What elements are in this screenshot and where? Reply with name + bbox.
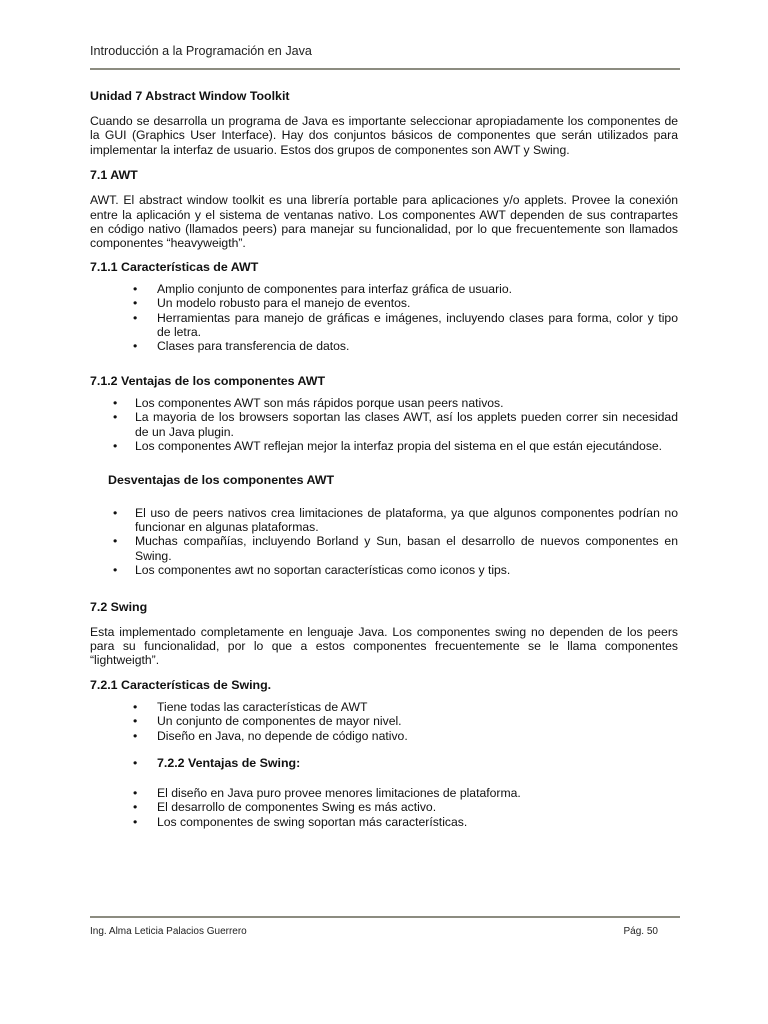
list-item-text: El diseño en Java puro provee menores limitaciones de plataforma. (157, 785, 521, 800)
section-7-1-2-title: 7.1.2 Ventajas de los componentes AWT (90, 373, 326, 388)
list-item (90, 714, 678, 728)
disadvantages-title: Desventajas de los componentes AWT (108, 472, 335, 487)
bullet-icon: • (113, 395, 118, 410)
list-item (90, 296, 678, 310)
list-item-text: Clases para transferencia de datos. (157, 339, 350, 354)
bullet-icon: • (113, 439, 118, 454)
list-item-text: Muchas compañías, incluyendo Borland y Sun, basan el desarrollo de nuevos componentes en Swing. (135, 534, 678, 563)
list-item-text: Los componentes AWT son más rápidos porque usan peers nativos. (135, 395, 504, 410)
list-item (90, 506, 678, 535)
list-item (90, 700, 678, 714)
bullet-icon: • (133, 814, 138, 829)
bullet-icon: • (133, 728, 138, 743)
bullet-icon: • (113, 534, 118, 549)
list-item-text: Tiene todas las características de AWT (157, 699, 368, 714)
list-item (90, 410, 678, 439)
list-item-text: La mayoria de los browsers soportan las clases AWT, así los applets pueden correr sin necesidad de un Java plugin. (135, 410, 678, 439)
section-7-2-2-title: 7.2.2 Ventajas de Swing: (157, 755, 301, 770)
bullet-icon: • (113, 410, 118, 425)
section-7-1-paragraph: AWT. El abstract window toolkit es una librería portable para aplicaciones y/o applets. Provee la conexión entre la aplicación y el sistema de ventanas nativo. Los componentes AWT dependen de sus contrapartes en código nativo (llamados peers) para manejar su funcionalidad, por lo que frecuentemente son llamados componentes “heavyweigth”. (90, 193, 678, 251)
list-item-text: Un modelo robusto para el manejo de eventos. (157, 296, 411, 311)
bullet-icon: • (133, 785, 138, 800)
unit-title: Unidad 7 Abstract Window Toolkit (90, 89, 290, 103)
bullet-icon: • (113, 563, 118, 578)
list-item-text: El uso de peers nativos crea limitaciones de plataforma, ya que algunos componentes podrían no funcionar en algunas plataformas. (135, 505, 678, 534)
list-item-text: Los componentes AWT reflejan mejor la interfaz propia del sistema en el que están ejecutándose. (135, 439, 663, 454)
list-item (90, 396, 678, 410)
page-number: Pág. 50 (623, 926, 658, 937)
list-item-text: Los componentes de swing soportan más características. (157, 814, 468, 829)
section-7-2-1-title: 7.2.1 Características de Swing. (90, 677, 272, 692)
swing-advantages-list (90, 786, 678, 829)
footer-author: Ing. Alma Leticia Palacios Guerrero (90, 926, 247, 937)
list-item-text: Amplio conjunto de componentes para interfaz gráfica de usuario. (157, 281, 513, 296)
bullet-icon: • (133, 755, 138, 770)
list-item (90, 311, 678, 340)
list-item-text: El desarrollo de componentes Swing es más activo. (157, 800, 437, 815)
list-item (90, 786, 678, 800)
list-item (90, 282, 678, 296)
list-item (90, 339, 678, 353)
list-item-text: Los componentes awt no soportan características como iconos y tips. (135, 563, 511, 578)
list-item (90, 815, 678, 829)
list-item (90, 729, 678, 743)
intro-paragraph: Cuando se desarrolla un programa de Java es importante seleccionar apropiadamente los componentes de la GUI (Graphics User Interface). Hay dos conjuntos básicos de componentes que serán utilizados para implementar la interfaz de usuario. Estos dos grupos de componentes son AWT y Swing. (90, 114, 678, 157)
running-header: Introducción a la Programación en Java (90, 44, 312, 58)
list-item-text: Herramientas para manejo de gráficas e imágenes, incluyendo clases para forma, color y tipo de letra. (157, 310, 678, 340)
bullet-icon: • (133, 339, 138, 354)
list-item-text: Un conjunto de componentes de mayor nivel. (157, 714, 402, 729)
page-footer (90, 925, 658, 939)
list-item (90, 534, 678, 563)
bullet-icon: • (133, 281, 138, 296)
list-item (90, 563, 678, 577)
bullet-icon: • (133, 310, 138, 325)
list-item (90, 439, 678, 453)
bullet-icon: • (113, 505, 118, 520)
section-7-1-title: 7.1 AWT (90, 168, 138, 183)
section-7-2-paragraph: Esta implementado completamente en lenguaje Java. Los componentes swing no dependen de los peers para su funcionalidad, por lo que a estos componentes frecuentemente se le llama componentes “lightweigth”. (90, 624, 678, 668)
awt-disadvantages-list (90, 506, 678, 578)
list-item (90, 756, 678, 771)
bullet-icon: • (133, 699, 138, 714)
list-item-text: Diseño en Java, no depende de código nativo. (157, 728, 408, 743)
section-7-2-title: 7.2 Swing (90, 599, 148, 614)
bullet-icon: • (133, 296, 138, 311)
page-body (90, 89, 678, 829)
swing-advantages-heading-list (90, 756, 678, 771)
swing-features-list (90, 700, 678, 743)
section-7-1-1-title: 7.1.1 Características de AWT (90, 259, 259, 274)
list-item (90, 800, 678, 814)
bullet-icon: • (133, 714, 138, 729)
awt-advantages-list (90, 396, 678, 454)
footer-rule (90, 916, 680, 918)
awt-features-list (90, 282, 678, 354)
header-rule (90, 68, 680, 70)
bullet-icon: • (133, 800, 138, 815)
